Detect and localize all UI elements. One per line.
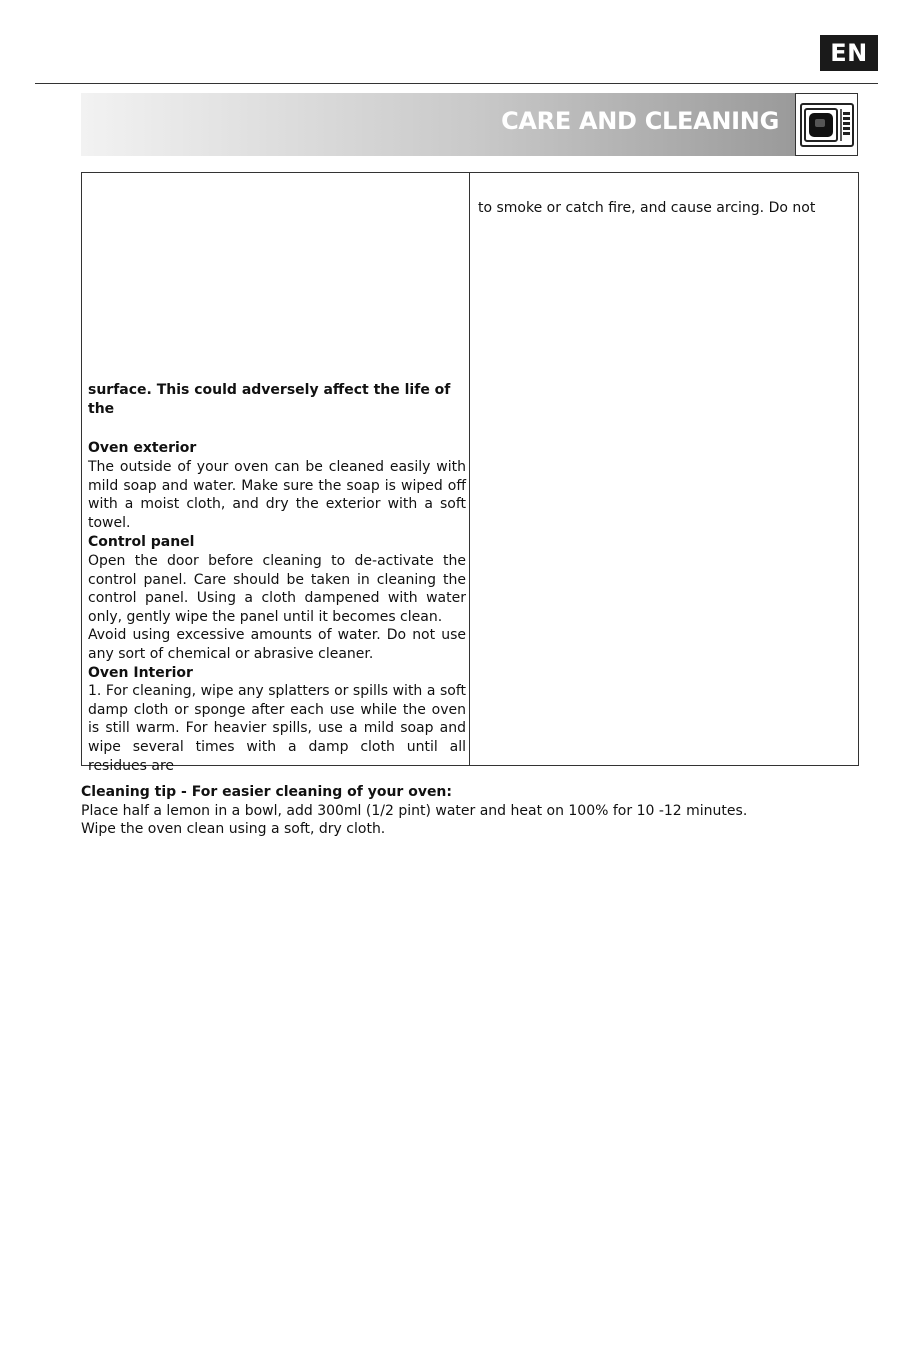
content-box	[81, 172, 859, 774]
cleaning-tip-line-1: Place half a lemon in a bowl, add 300ml (1/2 pint) water and heat on 100% for 10 -12 minutes.	[81, 802, 748, 819]
cleaning-tip-heading: Cleaning tip - For easier cleaning of your oven:	[81, 784, 452, 800]
oven-interior-heading: Oven Interior	[88, 665, 193, 681]
control-panel-heading: Control panel	[88, 534, 195, 550]
oven-exterior-text: The outside of your oven can be cleaned easily with mild soap and water. Make sure the soap is wiped off with a moist cloth, and dry the exterior with a soft towel.	[88, 459, 466, 532]
right-column	[478, 173, 853, 765]
microwave-icon	[795, 93, 858, 156]
language-badge: EN	[820, 35, 878, 71]
control-panel-text-2: Avoid using excessive amounts of water. Do not use any sort of chemical or abrasive cleaner.	[88, 627, 466, 662]
top-divider	[35, 83, 878, 84]
oven-interior-text: 1. For cleaning, wipe any splatters or spills with a soft damp cloth or sponge after each use while the oven is still warm. For heavier spills, use a mild soap and wipe several times with a damp cloth until all residues are	[88, 683, 466, 774]
column-divider	[469, 173, 470, 765]
right-fragment-text: to smoke or catch fire, and cause arcing. Do not	[478, 200, 816, 216]
oven-exterior-heading: Oven exterior	[88, 440, 197, 456]
left-fragment-text: surface. This could adversely affect the life of the	[88, 382, 451, 417]
section-header	[81, 93, 795, 156]
cleaning-tip-line-2: Wipe the oven clean using a soft, dry cloth.	[81, 821, 386, 838]
section-title: CARE AND CLEANING	[501, 107, 779, 135]
control-panel-text: Open the door before cleaning to de-activate the control panel. Care should be taken in cleaning the control panel. Using a cloth dampened with water only, gently wipe the panel until it becomes clean.	[88, 553, 466, 626]
left-column	[88, 173, 466, 774]
cleaning-tip	[81, 783, 861, 839]
